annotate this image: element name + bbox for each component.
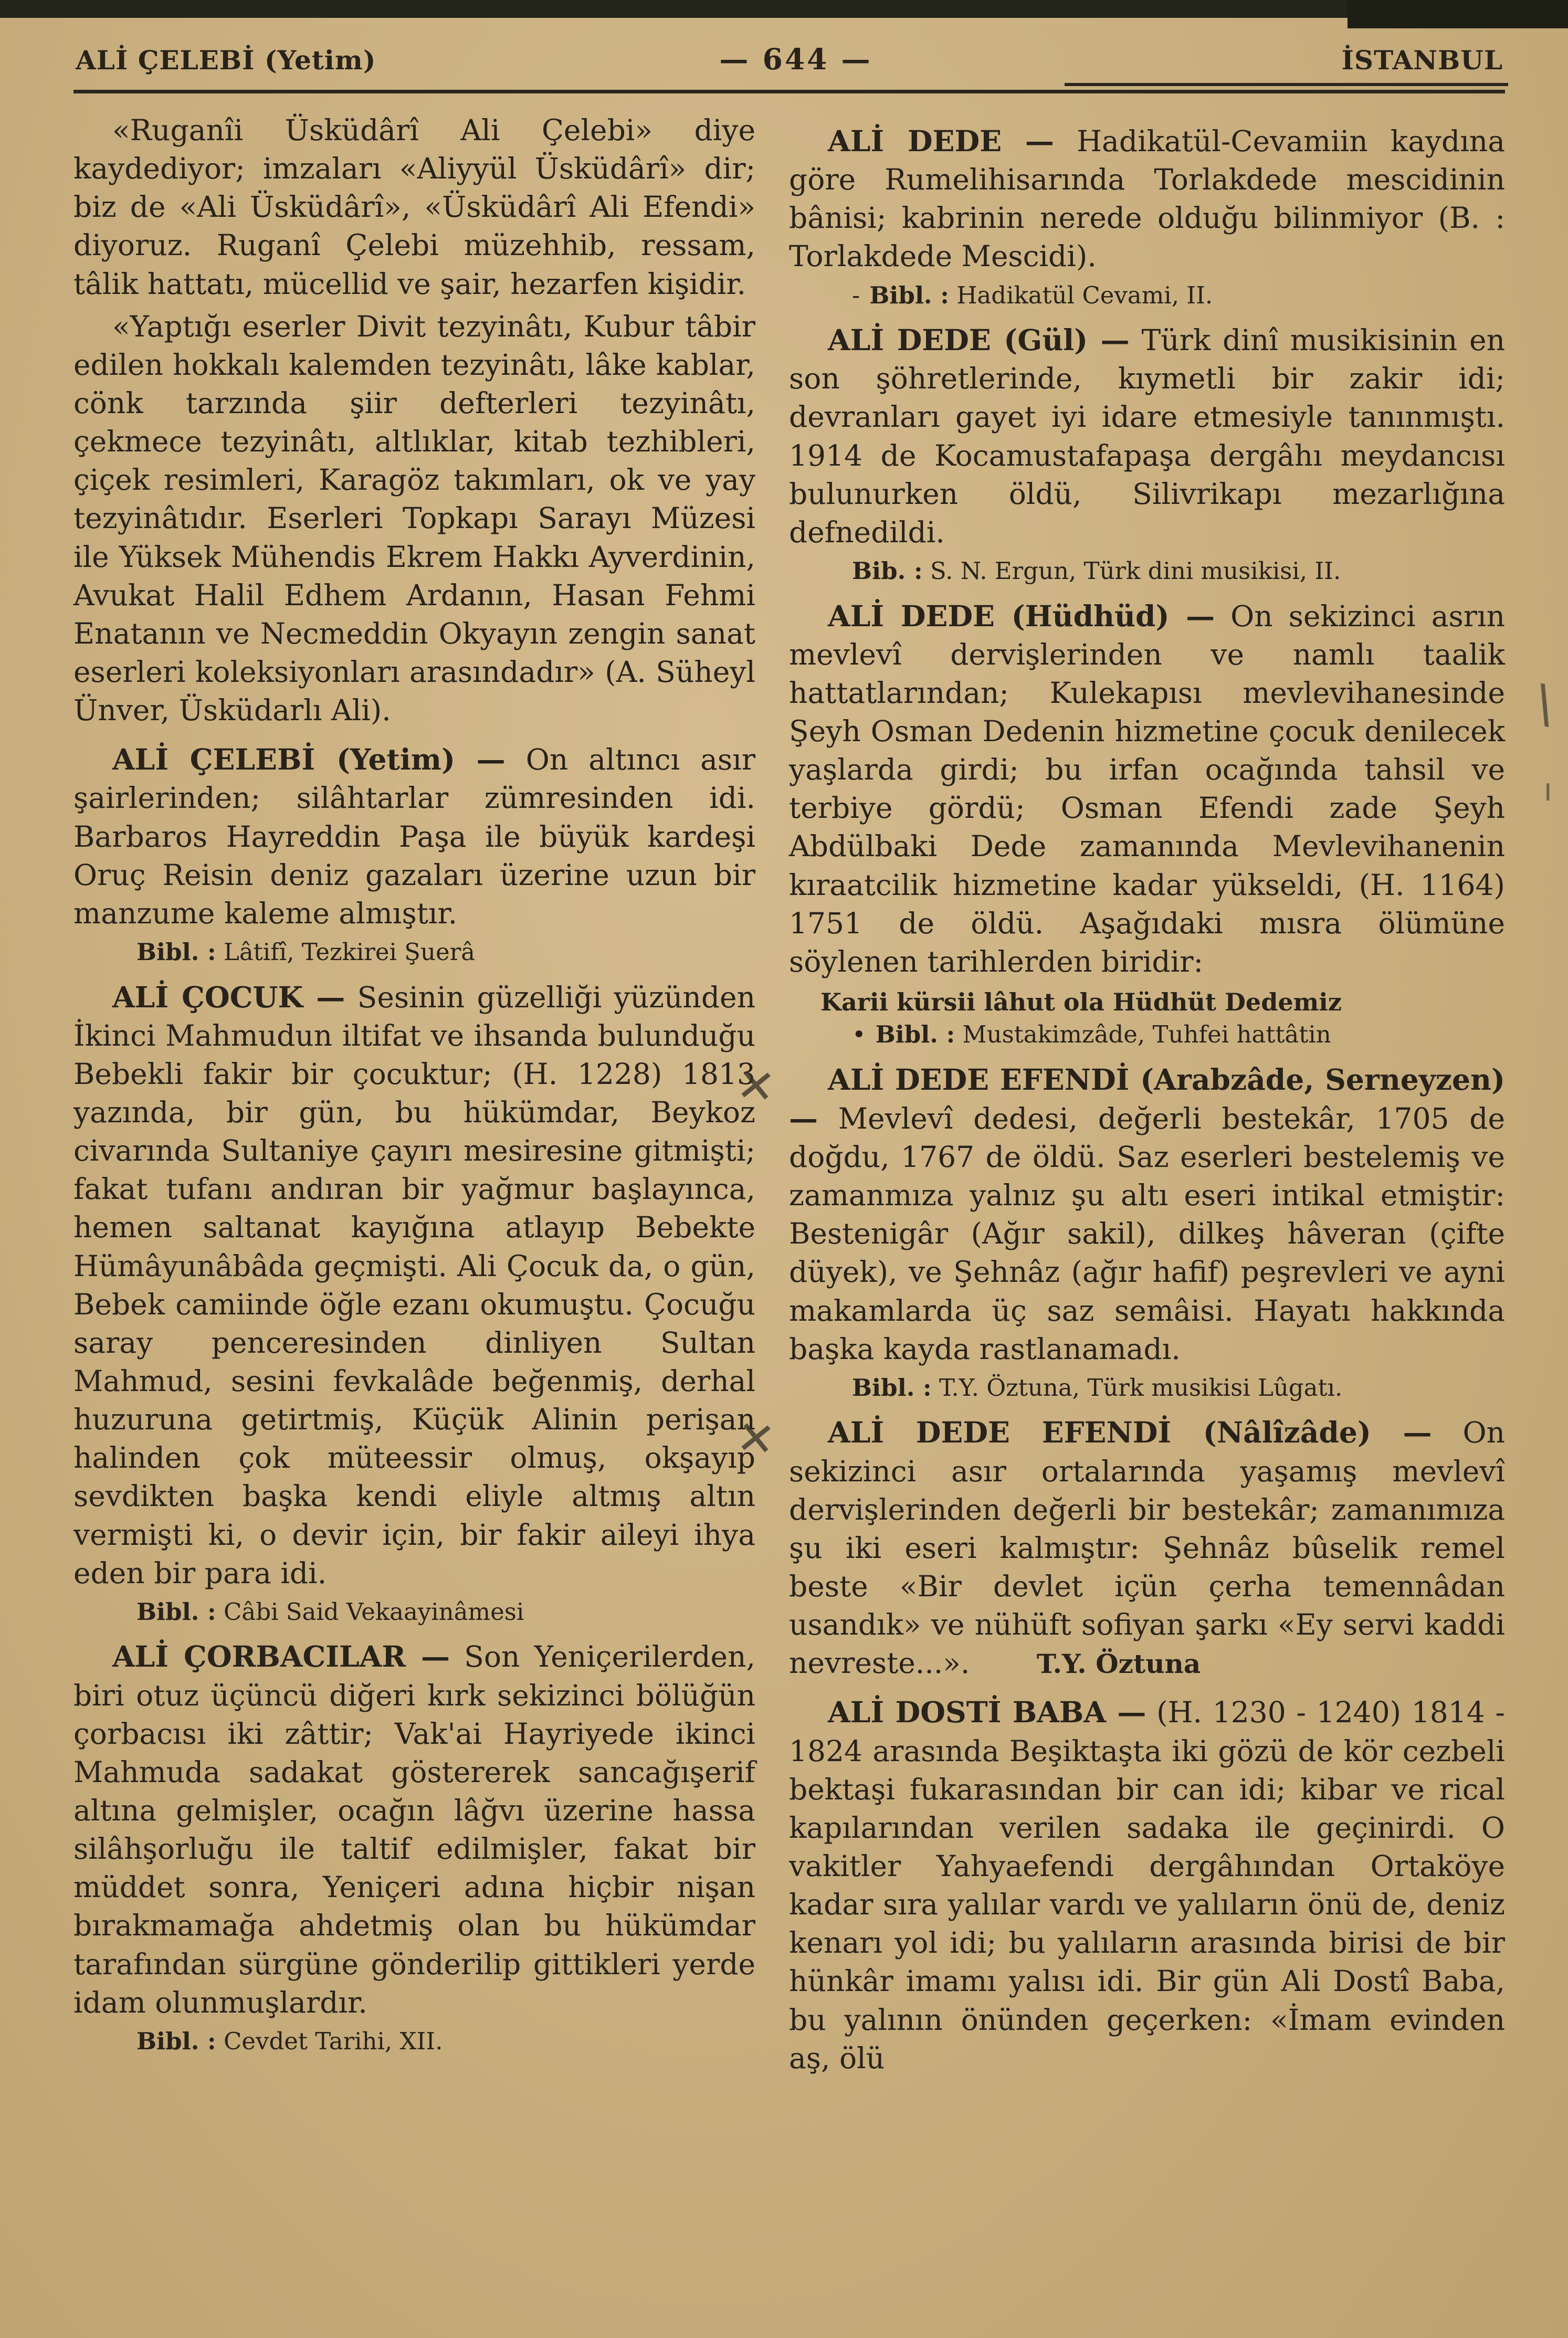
entry-text: Hadikatül-Cevamiin kaydına göre Rumelihisarında Torlakdede mescidinin bânisi; kabrinin nerede olduğu bilinmiyor (B. : Torlakdede Mescidi). xyxy=(789,124,1506,273)
entry-heading: ALİ ÇOCUK — xyxy=(112,980,345,1014)
entry-ali-dede-efendi-nalizade xyxy=(733,1409,1505,1682)
entry-heading: ALİ ÇELEBİ (Yetim) — xyxy=(112,742,506,777)
entry-text: (H. 1230 - 1240) 1814 - 1824 arasında Beşiktaşta iki gözü de kör cezbeli bektaşi fukarasından bir can idi; kibar ve rical kapılarından verilen sadaka ile geçinirdi. O vakitler Yahyaefendi dergâhından Ortaköye kadar sıra yalılar vardı ve yalıların önü de, deniz kenarı yol idi; bu yalıların arasında birisi de bir hünkâr imamı yalısı idi. Bir gün Ali Dostî Baba, bu yalının önünden geçerken: «İmam evinden aş, ölü xyxy=(789,1695,1505,2075)
bibl-text: S. N. Ergun, Türk dini musikisi, II. xyxy=(930,557,1341,585)
bibl-label: Bib. : xyxy=(852,557,923,585)
entry-ali-celebi-yetim xyxy=(73,740,755,933)
running-title-left: ALİ ÇELEBİ (Yetim) xyxy=(76,45,376,76)
bibl-label: Bibl. : xyxy=(136,2027,216,2055)
bibl-label: Bibl. : xyxy=(136,1597,216,1626)
scan-edge-top xyxy=(0,0,1568,18)
entry-ali-corbacilar xyxy=(73,1637,755,2021)
entry-text: Türk dinî musikisinin en son şöhretlerinde, kıymetli bir zakir idi; devranları gayet iyi idare etmesiyle tanınmıştı. 1914 de Kocamustafapaşa dergâhı meydancısı bulunurken öldü, Silivrikapı mezarlığına defnedildi. xyxy=(789,323,1505,549)
entry-heading: ALİ DEDE EFENDİ (Arabzâde, Serneyzen) — xyxy=(789,1062,1505,1135)
bibliography-oztuna xyxy=(789,1373,1505,1403)
bibliography-cevdet xyxy=(73,2026,755,2057)
pencil-x-mark: ✕ xyxy=(733,1409,778,1468)
left-column xyxy=(73,111,755,2082)
bibl-text: Mustakimzâde, Tuhfei hattâtin xyxy=(962,1020,1331,1049)
bibl-text: T.Y. Öztuna, Türk musikisi Lûgatı. xyxy=(939,1373,1343,1402)
entry-ali-dede-gul xyxy=(789,321,1505,552)
page-header xyxy=(73,38,1505,90)
entry-ali-dede-hudhud xyxy=(789,597,1505,981)
entry-text: On altıncı asır şairlerinden; silâhtarlar zümresinden idi. Barbaros Hayreddin Paşa ile büyük kardeşi Oruç Reisin deniz gazaları üzerine uzun bir manzume kaleme almıştır. xyxy=(73,743,756,930)
page xyxy=(73,38,1505,2082)
stray-dot-mark: • xyxy=(852,1020,866,1049)
entry-heading: ALİ DEDE (Gül) — xyxy=(828,323,1130,357)
stray-dash-mark: - xyxy=(852,281,860,309)
bibl-text: Hadikatül Cevami, II. xyxy=(956,281,1213,309)
entry-ali-dosti-baba xyxy=(789,1693,1505,2077)
entry-heading: ALİ DEDE (Hüdhüd) — xyxy=(828,598,1215,633)
entry-text: Mevlevî dedesi, değerli bestekâr, 1705 de doğdu, 1767 de öldü. Saz eserleri bestelemiş ve zamanmıza yalnız şu altı eseri intikal etmiştir: Bestenigâr (Ağır sakil), dilkeş hâveran (çifte düyek), ve Şehnâz (ağır hafif) peşrevleri ve ayni makamlarda üç saz semâisi. Hayatı hakkında başka kayda rastlanamadı. xyxy=(789,1101,1505,1366)
bibl-label: Bibl. : xyxy=(869,281,949,309)
bibliography-hadikatul xyxy=(789,280,1505,311)
verse-line: Karii kürsii lâhut ola Hüdhüt Dedemiz xyxy=(820,988,1342,1016)
pencil-tick-mark: ı xyxy=(1543,772,1552,808)
header-rule xyxy=(73,90,1505,93)
bibl-text: Cevdet Tarihi, XII. xyxy=(223,2027,443,2055)
bibliography-mustakimzade xyxy=(789,1019,1505,1050)
entry-ali-dede xyxy=(789,122,1505,276)
entry-heading: ALİ DEDE EFENDİ (Nâlîzâde) — xyxy=(828,1415,1432,1450)
entry-heading: ALİ DEDE — xyxy=(828,124,1054,158)
entry-heading: ALİ DOSTİ BABA — xyxy=(828,1695,1146,1730)
bibliography-ergun xyxy=(789,556,1505,586)
entry-text: Son Yeniçerilerden, biri otuz üçüncü diğeri kırk sekizinci bölüğün çorbacısı iki zâttir; Vak'ai Hayriyede ikinci Mahmuda sadakat göstererek sancağışerif altına gelmişler, ocağın lâğvı üzerine hassa silâhşorluğu ile taltif edilmişler, fakat bir müddet sonra, Yeniçeri adına hiçbir nişan bırakmamağa ahdetmiş olan bu hükümdar tarafından sürgüne gönderilip gittikleri yerde idam olunmuşlardır. xyxy=(73,1640,756,2019)
bibl-label: Bibl. : xyxy=(852,1373,932,1402)
bibl-text: Lâtifî, Tezkirei Şuerâ xyxy=(223,938,475,966)
signature: T.Y. Öztuna xyxy=(1036,1648,1201,1680)
running-title-right: İSTANBUL xyxy=(1341,45,1503,76)
bibliography-latifi xyxy=(73,937,755,967)
entry-text: On sekizinci asır ortalarında yaşamış mevlevî dervişlerinden değerli bir bestekâr; zamanımıza şu iki eseri kalmıştır: Şehnâz bûselik remel beste «Bir devlet içün çerha temennâdan usandık» ve nühüft sofiyan şarkı «Ey servi kaddi nevreste...». xyxy=(789,1416,1505,1680)
bibl-label: Bibl. : xyxy=(136,938,216,966)
entry-ali-dede-efendi-arabzade xyxy=(733,1057,1505,1368)
bibl-text: Câbi Said Vekaayinâmesi xyxy=(223,1597,524,1626)
entry-text: Sesinin güzelliği yüzünden İkinci Mahmudun iltifat ve ihsanda bulunduğu Bebekli fakir bir çocuktur; (H. 1228) 1813 yazında, bir gün, bu hükümdar, Beykoz civarında Sultaniye çayırı mesiresine gitmişti; fakat tufanı andıran bir yağmur başlayınca, hemen saltanat kayığına atlayıp Bebekte Hümâyunâbâda geçmişti. Ali Çocuk da, o gün, Bebek camiinde öğle ezanı okumuştu. Çocuğu saray penceresinden dinliyen Sultan Mahmud, sesini fevkalâde beğenmiş, derhal huzuruna getirtmiş, Küçük Alinin perişan halinden çok müteessir olmuş, okşayıp sevdikten başka kendi eliyle altmış altın vermişti ki, o devir için, bir fakir aileyi ihya eden bir para idi. xyxy=(73,980,756,1590)
page-number: — 644 — xyxy=(719,42,872,76)
pencil-x-mark: ✕ xyxy=(733,1057,778,1115)
entry-text: On sekizinci asrın mevlevî dervişlerinden ve namlı taalik hattatlarından; Kulekapısı mevlevihanesinde Şeyh Osman Dedenin hizmetine çocuk denilecek yaşlarda girdi; bu irfan ocağında tahsil ve terbiye gördü; Osman Efendi zade Şeyh Abdülbaki Dede zamanında Mevlevihanenin kıraatcilik hizmetine kadar yükseldi, (H. 1164) 1751 de öldü. Aşağıdaki mısra ölümüne söylenen tarihlerden biridir: xyxy=(789,599,1506,978)
bibl-label: Bibl. : xyxy=(875,1020,955,1049)
entry-ali-cocuk xyxy=(73,978,755,1593)
paragraph-eserler: «Yaptığı eserler Divit tezyinâtı, Kubur tâbir edilen hokkalı kalemden tezyinâtı, lâke kablar, cönk tarzında şiir defterleri tezyinâtı, çekmece tezyinâtı, altlıklar, kitab tezhibleri, çiçek resimleri, Karagöz takımları, ok ve yay tezyinâtıdır. Eserleri Topkapı Sarayı Müzesi ile Yüksek Mühendis Ekrem Hakkı Ayverdinin, Avukat Halil Edhem Ardanın, Hasan Fehmi Enatanın ve Necmeddin Okyayın zengin sanat eserleri koleksiyonları arasındadır» (A. Süheyl Ünver, Üsküdarlı Ali). xyxy=(73,309,756,728)
bibliography-cabi-said xyxy=(73,1597,755,1627)
entry-heading: ALİ ÇORBACILAR — xyxy=(112,1639,450,1674)
pencil-slash-mark: \ xyxy=(1530,673,1560,735)
text-columns xyxy=(73,111,1505,2082)
paragraph-ruganii: «Ruganîi Üsküdârî Ali Çelebi» diye kaydediyor; imzaları «Aliyyül Üsküdârî» dir; biz de «Ali Üsküdârî», «Üsküdârî Ali Efendi» diyoruz. Ruganî Çelebi müzehhib, ressam, tâlik hattatı, mücellid ve şair, hezarfen kişidir. xyxy=(73,113,756,301)
right-column xyxy=(733,111,1506,2082)
